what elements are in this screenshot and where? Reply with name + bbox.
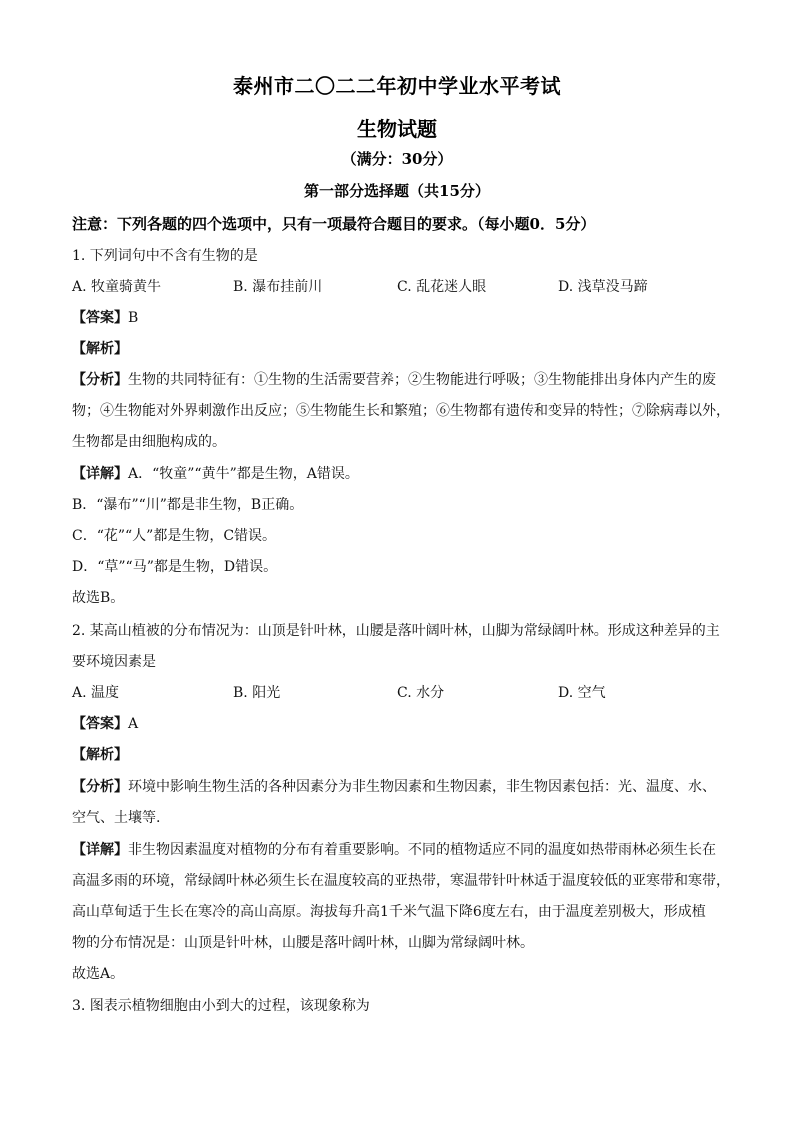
- q2-option-c: C. 水分: [397, 685, 445, 701]
- full-score: （满分：30分）: [341, 150, 453, 168]
- answer-tag: 【答案】: [72, 310, 128, 326]
- q1-option-c: C. 乱花迷人眼: [397, 279, 487, 295]
- q2-detail-text-1: 非生物因素温度对植物的分布有着重要影响。不同的植物适应不同的温度如热带雨林必须生长在: [128, 842, 716, 858]
- q1-detail-line-2: B．“瀑布”“川”都是非生物，B正确。: [72, 497, 304, 513]
- q2-option-d: D. 空气: [558, 685, 606, 701]
- q2-option-a: A. 温度: [72, 685, 120, 701]
- q2-detail-line-4: 物的分布情况是：山顶是针叶林，山腰是落叶阔叶林，山脚为常绿阔叶林。: [72, 935, 534, 951]
- q2-detail-line-2: 高温多雨的环境，常绿阔叶林必须生长在温度较高的亚热带，寒温带针叶林适于温度较低的亚寒带和寒带，: [72, 873, 730, 889]
- q2-fenxi-text-1: 环境中影响生物生活的各种因素分为非生物因素和生物因素，非生物因素包括：光、温度、水、: [128, 779, 716, 795]
- detail-tag: 【详解】: [72, 466, 128, 482]
- q1-stem: 1. 下列词句中不含有生物的是: [72, 248, 258, 264]
- q1-option-d: D. 浅草没马蹄: [558, 279, 648, 295]
- exam-title: 泰州市二〇二二年初中学业水平考试: [233, 74, 561, 98]
- q2-stem-line-2: 要环境因素是: [72, 654, 156, 670]
- q3-stem: 3. 图表示植物细胞由小到大的过程，该现象称为: [72, 998, 370, 1014]
- instructions-note: 注意：下列各题的四个选项中，只有一项最符合题目的要求。（每小题0．5分）: [72, 215, 596, 233]
- q1-option-b: B. 瀑布挂前川: [233, 279, 323, 295]
- q2-answer-line: [72, 713, 138, 733]
- q1-fenxi-line-1: [72, 369, 716, 389]
- answer-tag: 【答案】: [72, 716, 128, 732]
- q1-analysis-tag: 【解析】: [72, 341, 128, 357]
- q2-fenxi-line-2: 空气、土壤等.: [72, 810, 161, 826]
- subject-title: 生物试题: [357, 117, 437, 141]
- q1-fenxi-line-3: 生物都是由细胞构成的。: [72, 434, 226, 450]
- fenxi-tag: 【分析】: [72, 372, 128, 388]
- q1-fenxi-text-1: 生物的共同特征有：①生物的生活需要营养；②生物能进行呼吸；③生物能排出身体内产生的废: [128, 372, 716, 388]
- q2-analysis-tag: 【解析】: [72, 747, 128, 763]
- q1-option-a: A. 牧童骑黄牛: [72, 279, 162, 295]
- q1-conclusion: 故选B。: [72, 590, 125, 606]
- q2-detail-line-3: 高山草甸适于生长在寒冷的高山高原。海拔每升高1千米气温下降6度左右，由于温度差别极大，形成植: [72, 904, 706, 920]
- detail-tag: 【详解】: [72, 842, 128, 858]
- q2-fenxi-line-1: [72, 776, 716, 796]
- q2-answer: A: [128, 716, 139, 732]
- section-heading: 第一部分选择题（共15分）: [304, 182, 490, 200]
- q1-detail-line-4: D．“草”“马”都是生物，D错误。: [72, 559, 278, 575]
- q2-stem-line-1: 2. 某高山植被的分布情况为：山顶是针叶林，山腰是落叶阔叶林，山脚为常绿阔叶林。形成这种差异的主: [72, 623, 720, 639]
- q1-answer: B: [128, 310, 139, 326]
- q1-detail-text-1: A．“牧童”“黄牛”都是生物，A错误。: [128, 466, 359, 482]
- q2-option-b: B. 阳光: [233, 685, 281, 701]
- q1-answer-line: [72, 307, 138, 327]
- q1-detail-line-3: C．“花”“人”都是生物，C错误。: [72, 528, 277, 544]
- q1-fenxi-line-2: 物；④生物能对外界刺激作出反应；⑤生物能生长和繁殖；⑥生物都有遗传和变异的特性；⑦除病毒以外，: [72, 403, 730, 419]
- q2-conclusion: 故选A。: [72, 966, 125, 982]
- q1-detail-line-1: [72, 463, 359, 483]
- q2-detail-line-1: [72, 839, 716, 859]
- fenxi-tag: 【分析】: [72, 779, 128, 795]
